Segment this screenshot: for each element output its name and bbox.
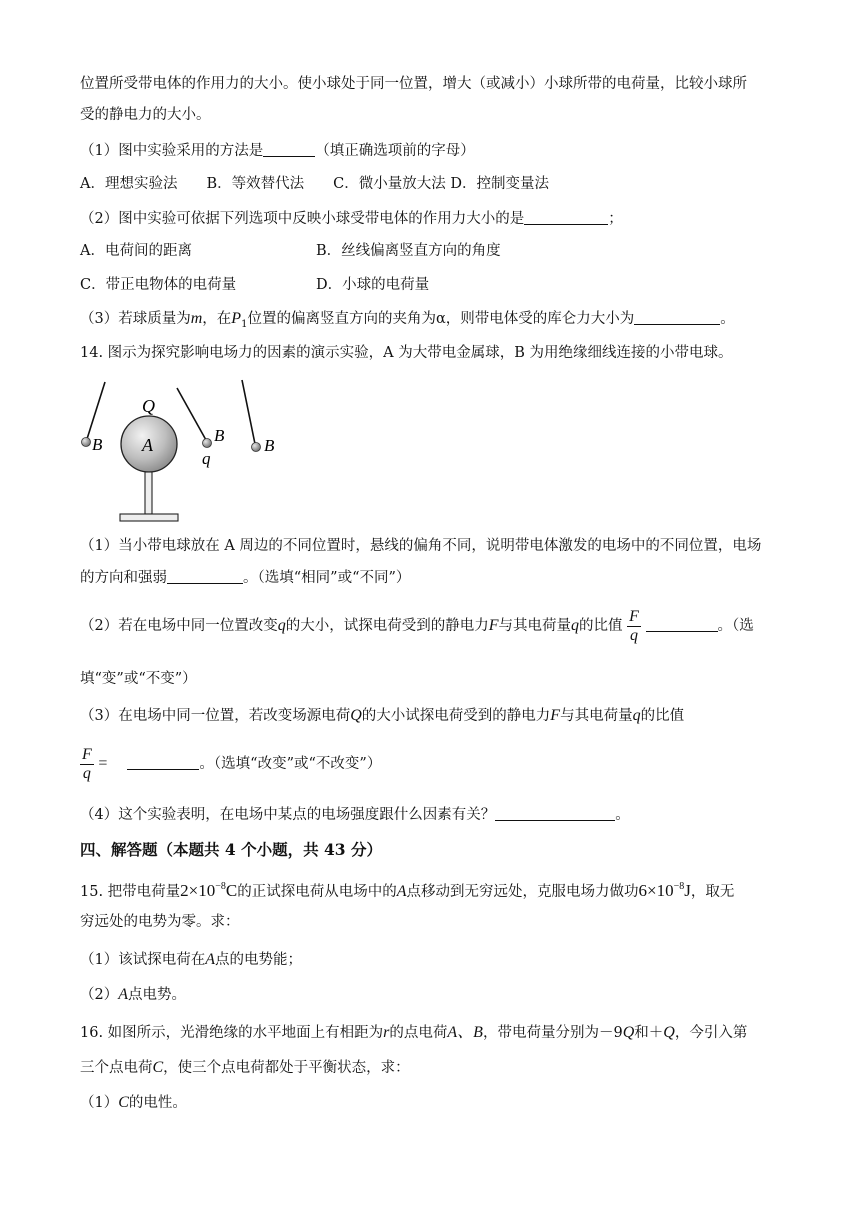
q13-part2-text: （2）图中实验可依据下列选项中反映小球受带电体的作用力大小的是 <box>80 211 525 227</box>
q16-distance: r <box>383 1024 390 1041</box>
q15-text-d: ，取无 <box>690 884 735 900</box>
small-ball-middle <box>203 439 212 448</box>
q13-part3-text-c: 位置的偏离竖直方向的夹角为α，则带电体受的库仑力大小为 <box>247 311 635 327</box>
q14-part2-q: q <box>277 617 286 634</box>
q16-sub1-text-a: （1） <box>80 1095 119 1111</box>
small-ball-left <box>82 438 91 447</box>
q15-work-exp: −8 <box>673 881 685 892</box>
fraction-numerator: F <box>82 745 92 763</box>
q14-part1-line2 <box>80 568 410 588</box>
q14-part4 <box>80 805 630 825</box>
label-q-small: q <box>202 449 211 468</box>
q14-part3-q-source: Q <box>350 707 362 724</box>
q13-part3-text-b: ，在 <box>202 311 232 327</box>
q14-stem: 14. 图示为探究影响电场力的因素的演示实验，A 为大带电金属球，B 为用绝缘细线连接的小带电球。 <box>80 345 733 361</box>
q14-part4-end: 。 <box>615 807 630 823</box>
q15-sub2-point: A <box>118 986 129 1003</box>
q14-part1-end: 。（选填“相同”或“不同”） <box>243 570 411 586</box>
q14-part3-text-a: （3）在电场中同一位置，若改变场源电荷 <box>80 708 351 724</box>
q13-part1-blank[interactable] <box>263 142 315 157</box>
q15-charge-unit: C <box>225 881 238 900</box>
q13-part3-text-a: （3）若球质量为 <box>80 311 191 327</box>
small-ball-right <box>252 443 261 452</box>
q16-text-c: ，带电荷量分别为－9 <box>482 1025 623 1041</box>
q15-text-c: 点移动到无穷远处，克服电场力做功 <box>406 884 639 900</box>
q13-part3-mass: m <box>190 310 203 327</box>
q13-part1-options: A．理想实验法 B．等效替代法 C．微小量放大法 D．控制变量法 <box>80 176 549 192</box>
stand-base <box>120 514 178 521</box>
label-b-right: B <box>264 436 275 455</box>
q13-option-a: A．电荷间的距离 <box>80 243 192 259</box>
q16-line2-text-b: ，使三个点电荷都处于平衡状态，求： <box>163 1060 410 1076</box>
q13-part3-subscript: 1 <box>241 318 248 330</box>
q13-part1-text: （1）图中实验采用的方法是 <box>80 143 264 159</box>
q14-part2-text-d: 的比值 <box>579 618 623 634</box>
q14-part2-f: F <box>488 617 499 634</box>
stand-pole <box>145 472 152 514</box>
q14-part2-text-b: 的大小，试探电荷受到的静电力 <box>285 618 489 634</box>
fraction-denominator: q <box>82 764 91 782</box>
q16-line2 <box>80 1058 410 1078</box>
q15-sub2-text-a: （2） <box>80 987 119 1003</box>
q14-part4-blank[interactable] <box>495 806 615 821</box>
q14-part1-text: 的方向和强弱 <box>80 570 167 586</box>
q13-part2 <box>80 209 623 229</box>
q13-part3 <box>80 309 735 335</box>
label-b-middle: B <box>214 426 225 445</box>
q13-option-b: B．丝线偏离竖直方向的角度 <box>316 243 501 259</box>
q16-q1: Q <box>622 1024 635 1041</box>
q13-part3-blank[interactable] <box>634 310 720 325</box>
q16-sub1-charge: C <box>118 1094 129 1111</box>
q16-charge-c: C <box>152 1059 164 1076</box>
q14-part3-text-d: 的比值 <box>640 708 685 724</box>
fraction-denominator: q <box>630 626 639 644</box>
q13-part2-end: ； <box>608 211 623 227</box>
q16-line2-text-a: 三个点电荷 <box>80 1060 153 1076</box>
q16-text-e: ，今引入第 <box>674 1025 748 1041</box>
q16-text-d: 和＋ <box>634 1025 664 1041</box>
q13-part1 <box>80 141 475 161</box>
q16-sub1-text-b: 的电性。 <box>128 1095 187 1111</box>
q15-work-base: 6×10 <box>638 881 674 900</box>
q15-text-a: 15. 把带电荷量 <box>80 884 181 900</box>
q14-part3-fraction <box>80 746 94 783</box>
q15-sub1-text-a: （1）该试探电荷在 <box>80 952 206 968</box>
thread-right <box>242 380 255 444</box>
q14-part3-blank[interactable] <box>127 755 199 770</box>
q14-part3-f: F <box>550 707 561 724</box>
label-a: A <box>142 435 153 455</box>
q15-sub1-point: A <box>205 951 216 968</box>
q14-part1-blank[interactable] <box>167 569 243 584</box>
q16-sub1 <box>80 1093 187 1113</box>
q15-line1 <box>80 877 734 902</box>
q15-charge-exp: −8 <box>215 881 226 892</box>
label-b-left: B <box>92 435 103 454</box>
q14-part2-line2: 填“变”或“不变”） <box>80 671 197 687</box>
q14-part2-fraction <box>627 608 641 645</box>
q13-part2-blank[interactable] <box>524 210 608 225</box>
q14-part2-end: 。（选 <box>717 618 754 634</box>
section-4-title: 四、解答题（本题共 4 个小题，共 43 分） <box>80 840 382 859</box>
fraction-numerator: F <box>629 607 639 625</box>
q15-charge <box>180 881 237 900</box>
q14-part3-text-b: 的大小试探电荷受到的静电力 <box>361 708 551 724</box>
q15-sub1-text-b: 点的电势能； <box>215 952 303 968</box>
q15-work <box>639 881 691 900</box>
q13-option-d: D．小球的电荷量 <box>316 277 430 293</box>
q15-line2: 穷远处的电势为零。求： <box>80 914 240 930</box>
q14-part2-blank[interactable] <box>646 617 718 632</box>
q15-charge-base: 2×10 <box>180 881 216 900</box>
q15-sub1 <box>80 950 302 970</box>
q14-part2-q2: q <box>571 617 580 634</box>
q16-text-a: 16. 如图所示，光滑绝缘的水平地面上有相距为 <box>80 1025 384 1041</box>
q15-work-unit: J <box>684 881 691 900</box>
thread-left <box>87 382 105 439</box>
q14-figure <box>76 378 296 524</box>
q15-point-a: A <box>396 883 407 900</box>
q13-part3-position: P <box>231 310 242 327</box>
q14-part4-text: （4）这个实验表明，在电场中某点的电场强度跟什么因素有关？ <box>80 807 496 823</box>
q14-part2-text-c: 与其电荷量 <box>498 618 572 634</box>
q13-option-c: C．带正电物体的电荷量 <box>80 277 237 293</box>
q14-part3-text-c: 与其电荷量 <box>560 708 633 724</box>
q16-line1 <box>80 1023 747 1043</box>
intro-line-1: 位置所受带电体的作用力的大小。使小球处于同一位置，增大（或减小）小球所带的电荷量，比较小球所 <box>80 76 747 92</box>
intro-line-2: 受的静电力的大小。 <box>80 107 211 123</box>
q14-part3 <box>80 706 684 726</box>
q14-part2-text-a: （2）若在电场中同一位置改变 <box>80 618 278 634</box>
q15-sub2-text-b: 点电势。 <box>128 987 187 1003</box>
thread-middle <box>177 388 206 440</box>
q14-part3-equals: = <box>98 755 108 772</box>
q14-part2 <box>80 606 754 646</box>
label-q-big: Q <box>142 396 155 416</box>
q16-charges-ab: A、B <box>447 1024 483 1041</box>
q16-text-b: 的点电荷 <box>389 1025 448 1041</box>
q13-part3-end: 。 <box>720 311 735 327</box>
q15-text-b: 的正试探电荷从电场中的 <box>237 884 397 900</box>
q14-part1-line1: （1）当小带电球放在 A 周边的不同位置时，悬线的偏角不同，说明带电体激发的电场中的不同位置，电场 <box>80 538 762 554</box>
q15-sub2 <box>80 985 186 1005</box>
q14-part3-line2 <box>80 744 381 784</box>
q14-part3-end: 。（选填“改变”或“不改变”） <box>199 756 382 772</box>
q13-part1-end: （填正确选项前的字母） <box>315 143 475 159</box>
q16-q2: Q <box>663 1024 675 1041</box>
q14-part3-q: q <box>632 707 641 724</box>
